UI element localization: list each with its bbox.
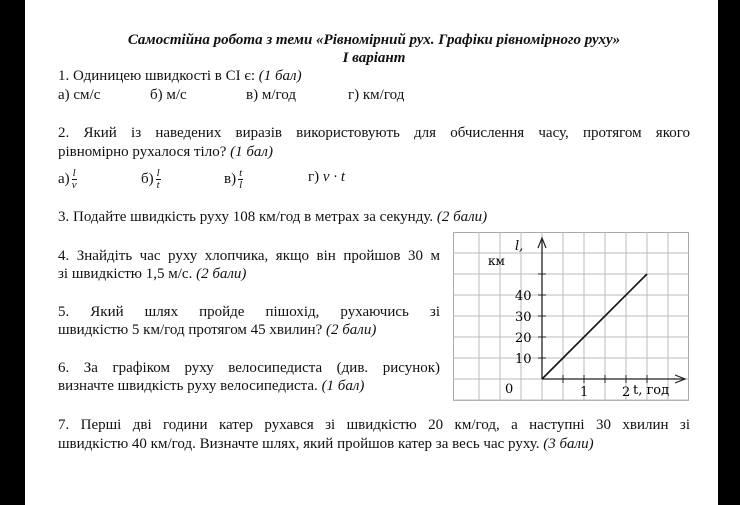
option-c: в) м/год <box>246 87 296 103</box>
question-2-line2 <box>58 143 690 161</box>
y-tick-label: 40 <box>515 289 532 304</box>
points: (2 бали) <box>325 322 377 338</box>
denominator: t <box>156 179 160 191</box>
distance-time-graph <box>453 232 689 401</box>
option-a: а) см/с <box>58 87 101 103</box>
marks <box>542 274 647 379</box>
worksheet-page <box>25 0 718 505</box>
denominator: v <box>71 179 77 191</box>
question-5-line1: 5. Який шлях пройде пішохід, рухаючись зі <box>58 304 440 320</box>
points: (1 бал) <box>321 378 365 394</box>
y-axis-unit: км <box>488 254 505 268</box>
question-2-line1: 2. Який із наведених виразів використовують для обчислення часу, протягом якого <box>58 125 690 141</box>
option-label: б) <box>141 170 154 187</box>
question-1 <box>58 67 690 85</box>
option-label: г) <box>308 169 320 185</box>
question-4-line1: 4. Знайдіть час руху хлопчика, якщо він пройшов 30 м <box>58 248 440 264</box>
y-tick-label: 30 <box>515 310 532 325</box>
question-7-line2 <box>58 435 690 453</box>
question-text: зі швидкістю 1,5 м/с. <box>58 266 197 282</box>
x-axis-label: t, год <box>633 383 670 398</box>
denominator: l <box>239 179 243 191</box>
points: (3 бали) <box>543 436 594 452</box>
option-b <box>141 168 161 191</box>
question-2-options <box>58 164 690 190</box>
fraction <box>238 168 243 191</box>
expression: v · t <box>322 169 345 185</box>
option-c <box>224 168 243 191</box>
option-label: а) <box>58 170 70 187</box>
x-tick-label: 2 <box>622 385 631 400</box>
series-line <box>542 274 647 379</box>
numerator: l <box>156 167 160 179</box>
worksheet-title: Самостійна робота з теми «Рівномірний рух. Графіки рівномірного руху» <box>127 32 621 48</box>
question-text: визначте швидкість руху велосипедиста. <box>58 378 322 394</box>
question-7-line1: 7. Перші дві години катер рухався зі швидкістю 20 км/год, а наступні 30 хвилин зі <box>58 417 690 433</box>
question-text: швидкістю 5 км/год протягом 45 хвилин? <box>58 322 326 338</box>
question-text: 1. Одиницею швидкості в СІ є: <box>58 68 259 84</box>
question-text: швидкістю 40 км/год. Визначте шлях, який пройшов катер за весь час руху. <box>58 436 544 452</box>
question-6-line1: 6. За графіком руху велосипедиста (див. рисунок) <box>58 360 440 376</box>
numerator: l <box>72 167 76 179</box>
question-3 <box>58 208 690 226</box>
question-text: 3. Подайте швидкість руху 108 км/год в метрах за секунду. <box>58 209 437 225</box>
y-tick-label: 10 <box>515 352 532 367</box>
option-d: г) км/год <box>348 87 405 103</box>
option-b: б) м/с <box>150 87 187 103</box>
option-d <box>308 168 345 186</box>
points: (2 бали) <box>436 209 488 225</box>
fraction <box>72 168 77 191</box>
option-a <box>58 168 77 191</box>
axes <box>515 238 685 400</box>
points: (1 бал) <box>230 144 273 160</box>
points: (2 бали) <box>196 266 247 282</box>
x-tick-label: 1 <box>580 385 589 400</box>
numerator: t <box>239 167 243 179</box>
y-tick-label: 20 <box>515 331 532 346</box>
points: (1 бал) <box>258 68 302 84</box>
origin-label: 0 <box>505 382 514 397</box>
fraction <box>156 168 161 191</box>
y-axis-label: l, <box>515 239 524 254</box>
option-label: в) <box>224 170 237 187</box>
variant-label: І варіант <box>342 50 406 66</box>
question-text: рівномірно рухалося тіло? <box>58 144 231 160</box>
